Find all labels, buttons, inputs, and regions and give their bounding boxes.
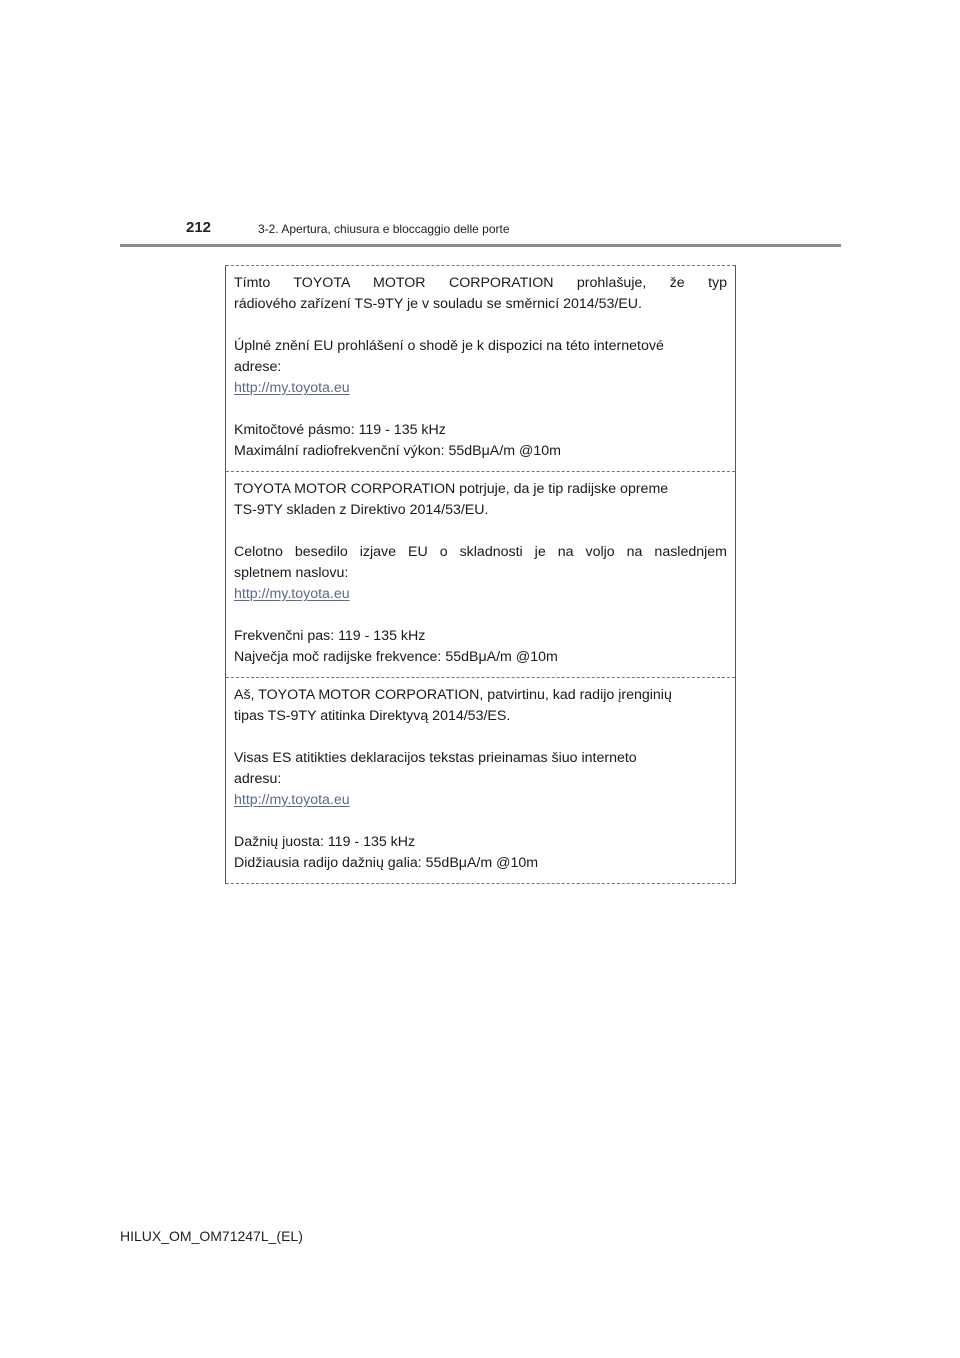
toyota-eu-link[interactable]: http://my.toyota.eu [234,792,350,808]
declaration-line: TS-9TY skladen z Direktivo 2014/53/EU. [234,502,489,518]
declaration-line: TOYOTA MOTOR CORPORATION potrjuje, da je tip radijske opreme [234,481,669,497]
frequency-band: Kmitočtové pásmo: 119 - 135 kHz [234,422,446,438]
declaration-lithuanian [226,677,735,884]
frequency-band: Dažnių juosta: 119 - 135 kHz [234,834,416,850]
declaration-line: Úplné znění EU prohlášení o shodě je k dispozici na této internetové [234,338,664,354]
toyota-eu-link[interactable]: http://my.toyota.eu [234,586,350,602]
header-rule [120,244,841,247]
declaration-line: Tímto TOYOTA MOTOR CORPORATION prohlašuje, že typ [234,275,727,291]
max-power: Didžiausia radijo dažnių galia: 55dBμA/m @10m [234,855,539,871]
declaration-line: spletnem naslovu: [234,565,349,581]
declaration-czech [226,265,735,471]
max-power: Maximální radiofrekvenční výkon: 55dBμA/m @10m [234,443,561,459]
declaration-line: Aš, TOYOTA MOTOR CORPORATION, patvirtinu, kad radijo įrenginių [234,687,672,703]
declaration-slovenian [226,471,735,677]
declaration-line: tipas TS-9TY atitinka Direktyvą 2014/53/ES. [234,708,511,724]
declaration-line: Visas ES atitikties deklaracijos tekstas prieinamas šiuo interneto [234,750,637,766]
declaration-line: adresu: [234,771,282,787]
section-title: 3-2. Apertura, chiusura e bloccaggio delle porte [258,222,510,236]
declaration-box [225,265,736,884]
toyota-eu-link[interactable]: http://my.toyota.eu [234,380,350,396]
max-power: Največja moč radijske frekvence: 55dBμA/m @10m [234,649,558,665]
manual-code: HILUX_OM_OM71247L_(EL) [120,1228,303,1244]
page-number: 212 [186,219,212,236]
frequency-band: Frekvenčni pas: 119 - 135 kHz [234,628,426,644]
declaration-line: Celotno besedilo izjave EU o skladnosti je na voljo na naslednjem [234,544,727,560]
declaration-line: adrese: [234,359,282,375]
declaration-line: rádiového zařízení TS-9TY je v souladu se směrnicí 2014/53/EU. [234,296,642,312]
